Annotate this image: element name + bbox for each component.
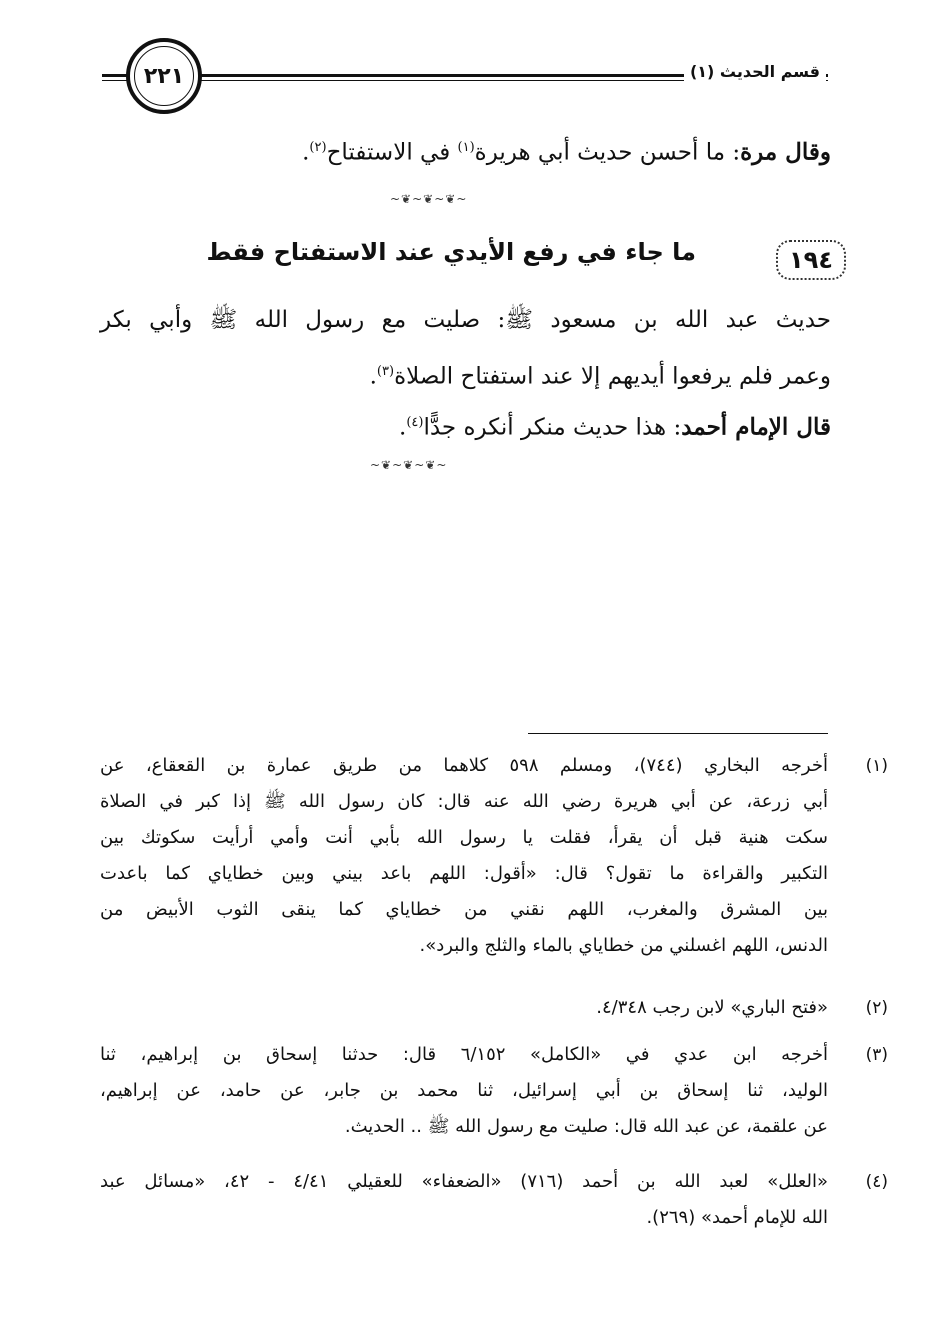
footnote-3-number: (٣) — [865, 1045, 888, 1065]
footnote-ref-2[interactable]: (٢) — [309, 140, 327, 155]
footnote-1-line: أبي زرعة، عن أبي هريرة رضي الله عنه قال: كان رسول الله ﷺ إذا كبر في الصلاة — [100, 791, 828, 812]
chapter-number-badge: ١٩٤ — [776, 240, 846, 280]
hadith-line-2 — [100, 352, 831, 397]
section-ornament-2: ~❦~❦~❦~ — [370, 458, 448, 472]
footnote-2-line: «فتح الباري» لابن رجب ٤/٣٤٨. — [596, 997, 828, 1018]
chapter-title: ما جاء في رفع الأيدي عند الاستفتاح فقط — [206, 238, 696, 266]
hadith-line-2-text: وعمر فلم يرفعوا أيديهم إلا عند استفتاح الصلاة — [394, 363, 831, 390]
footnote-1-number: (١) — [865, 756, 888, 776]
footnote-4 — [100, 1164, 888, 1236]
hadith-line-2-end: . — [369, 363, 377, 390]
footnote-2 — [100, 990, 888, 1026]
footnote-1 — [100, 748, 888, 964]
hadith-line-3 — [100, 403, 831, 448]
footnote-ref-4[interactable]: (٤) — [406, 415, 424, 430]
footnote-1-line: سكت هنية قبل أن يقرأ، فقلت يا رسول الله بأبي أنت وأمي أرأيت سكوتك بين — [100, 827, 828, 848]
footnote-1-line: بين المشرق والمغرب، اللهم نقني من خطاياي كما ينقى الثوب الأبيض من — [100, 899, 828, 920]
footnote-4-line: «العلل» لعبد الله بن أحمد (٧١٦) «الضعفاء» للعقيلي ٤/٤١ - ٤٢، «مسائل عبد — [100, 1171, 828, 1192]
intro-text-2: في الاستفتاح — [326, 139, 458, 166]
intro-text-1: : ما أحسن حديث أبي هريرة — [474, 139, 741, 166]
footnote-separator — [528, 733, 828, 734]
intro-lead: وقال مرة — [740, 138, 831, 166]
hadith-line-3-end: . — [399, 414, 407, 441]
intro-end: . — [302, 139, 310, 166]
section-ornament: ~❦~❦~❦~ — [390, 192, 468, 206]
footnote-3-line: الوليد، ثنا إسحاق بن أبي إسرائيل، ثنا محمد بن جابر، عن حامد، عن إبراهيم، — [100, 1080, 828, 1101]
running-title: قسم الحديث (١) — [684, 60, 826, 84]
footnote-1-line: أخرجه البخاري (٧٤٤)، ومسلم ٥٩٨ كلاهما من طريق عمارة بن القعقاع، عن — [100, 755, 828, 776]
footnote-4-line: الله للإمام أحمد» (٢٦٩). — [646, 1207, 828, 1228]
footnote-3-line: عن علقمة، عن عبد الله قال: صليت مع رسول الله ﷺ .. الحديث. — [344, 1116, 828, 1137]
footnote-ref-1[interactable]: (١) — [457, 140, 475, 155]
footnote-3 — [100, 1037, 888, 1145]
hadith-line-1: حديث عبد الله بن مسعود ﷺ: صليت مع رسول الله ﷺ وأبي بكر — [100, 307, 831, 333]
intro-line — [100, 128, 831, 173]
footnote-ref-3[interactable]: (٣) — [376, 364, 395, 379]
footnote-2-number: (٢) — [865, 998, 888, 1018]
footnote-1-line: الدنس، اللهم اغسلني من خطاياي بالماء والثلج والبرد». — [419, 935, 828, 956]
hadith-line-3-text: : هذا حديث منكر أنكره جدًّا — [423, 414, 682, 441]
footnote-3-line: أخرجه ابن عدي في «الكامل» ٦/١٥٢ قال: حدثنا إسحاق بن إبراهيم، ثنا — [100, 1044, 828, 1065]
page-number: ٢٢١ — [126, 38, 202, 114]
footnote-4-number: (٤) — [865, 1172, 888, 1192]
imam-ahmad-label: قال الإمام أحمد — [681, 413, 831, 441]
footnote-1-line: التكبير والقراءة ما تقول؟ قال: «أقول: اللهم باعد بيني وبين خطاياي كما باعدت — [100, 863, 828, 884]
